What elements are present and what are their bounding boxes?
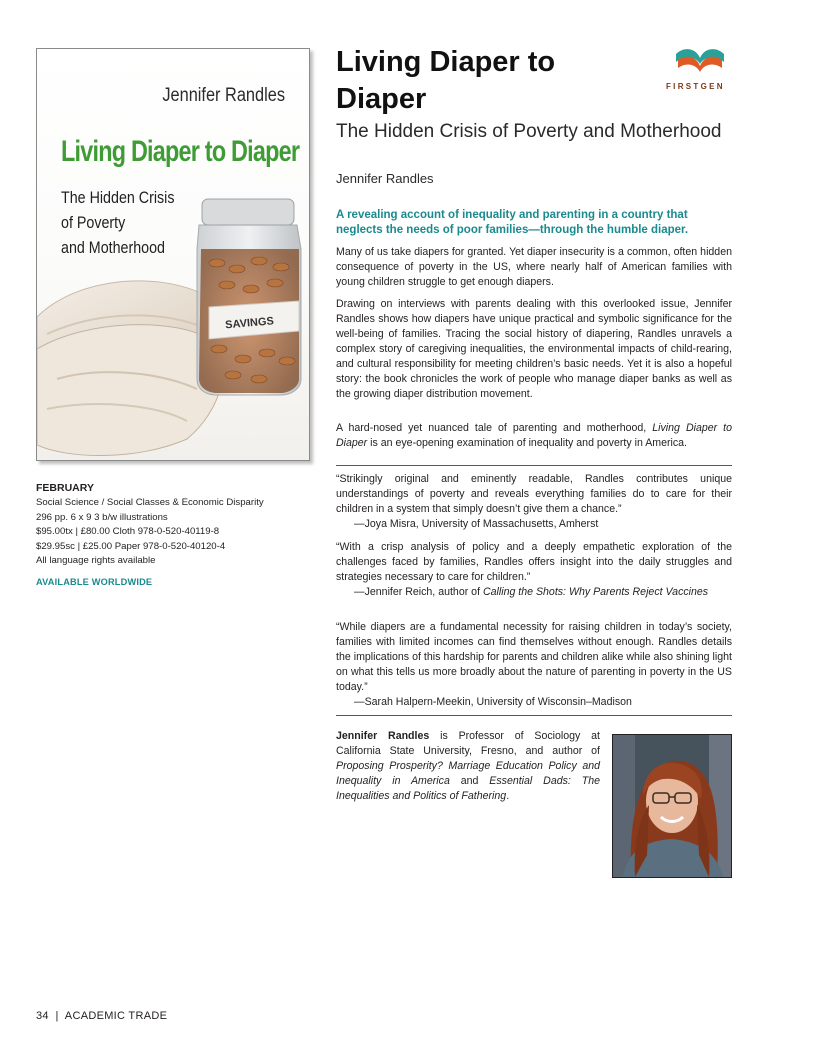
- author-portrait-illustration: [613, 735, 731, 877]
- cloth-price: $95.00tx | £80.00 Cloth 978-0-520-40119-8: [36, 526, 220, 537]
- cover-author: Jennifer Randles: [162, 85, 285, 106]
- availability: AVAILABLE WORLDWIDE: [36, 576, 153, 587]
- review-quote: [336, 540, 732, 600]
- book-title: Living Diaper to Diaper: [336, 46, 556, 115]
- description-paragraph: Drawing on interviews with parents dealing with this overlooked issue, Jennifer Randles shows how diapers have unique practical and symbolic significance for the well-being of families. Tracing the social history of diapering, Randles unravels a complex story of caregiving inequalities, the environmental impacts of child-rearing, and cultural responsibility for meeting children’s basic needs. Yet it is also a hopeful story: the book chronicles the work of people who manage diaper banks as well as the growing diaper distribution movement.: [336, 298, 732, 400]
- bio-text: and: [449, 775, 490, 787]
- review-quote: [336, 472, 732, 532]
- attribution-text: —Jennifer Reich, author of: [354, 586, 483, 598]
- quote-text: “Strikingly original and eminently readable, Randles contributes unique understandings of poverty and reveals everything families do to care for their children in a system that simply doesn’t give them a chance.”: [336, 473, 732, 515]
- author-bio: [336, 729, 600, 804]
- review-quote: [336, 620, 732, 710]
- description-paragraph: [336, 421, 732, 451]
- bio-text: .: [506, 790, 510, 802]
- cover-subtitle-line: of Poverty: [61, 213, 126, 232]
- book-author: Jennifer Randles: [336, 171, 434, 186]
- quote-text: “With a crisp analysis of policy and a deeply empathetic exploration of the challenges faced by families, Randles offers insight into the daily struggles and strategies necessary to care for children.”: [336, 541, 732, 583]
- quote-text: “While diapers are a fundamental necessity for raising children in today’s society, families with limited incomes can find themselves without enough. Randles details the implications of this hardship for parents and children alike while also shining light on what this tells us more broadly about the nature of parenting in poverty in the US today.”: [336, 621, 732, 693]
- divider: [336, 715, 732, 716]
- logo-text: FIRSTGEN: [666, 82, 725, 91]
- publication-details: [36, 481, 316, 587]
- diaper-stack: [37, 281, 223, 456]
- jar-label: SAVINGS: [224, 315, 275, 332]
- description-paragraph: Many of us take diapers for granted. Yet diaper insecurity is a common, often hidden consequence of poverty in the US, where nearly half of American families with young children struggle to get enough diapers.: [336, 246, 732, 288]
- firstgen-logo: [664, 44, 736, 92]
- quote-attribution: [336, 585, 732, 600]
- paragraph-text: is an eye-opening examination of inequality and poverty in America.: [367, 437, 687, 449]
- quote-attribution: —Sarah Halpern-Meekin, University of Wisconsin–Madison: [354, 696, 632, 708]
- savings-jar: [197, 199, 301, 395]
- bio-text: is Professor of Sociology at California State University, Fresno, and author of: [336, 730, 600, 757]
- author-photo: [612, 734, 732, 878]
- bio-book-title: Essential Dads: The Inequalities and Politics of Fathering: [336, 775, 600, 802]
- lead-paragraph: A revealing account of inequality and parenting in a country that neglects the needs of poor families—through the humble diaper.: [336, 209, 689, 236]
- specs: 296 pp. 6 x 9 3 b/w illustrations: [36, 511, 168, 523]
- quote-attribution: —Joya Misra, University of Massachusetts, Amherst: [354, 518, 599, 530]
- book-subtitle: The Hidden Crisis of Poverty and Motherhood: [336, 121, 722, 142]
- open-book-icon: [664, 44, 736, 78]
- cover-subtitle-line: The Hidden Crisis: [61, 188, 175, 207]
- page-footer: 34 | ACADEMIC TRADE: [36, 1010, 168, 1022]
- cover-title: Living Diaper to Diaper: [61, 135, 300, 168]
- divider: [336, 465, 732, 466]
- cover-subtitle-line: and Motherhood: [61, 238, 166, 257]
- paragraph-text: A hard-nosed yet nuanced tale of parenting and motherhood,: [336, 422, 653, 434]
- season-label: FEBRUARY: [36, 482, 94, 494]
- cover-illustration: [37, 49, 310, 461]
- rights: All language rights available: [36, 555, 156, 566]
- category: Social Science / Social Classes & Economic Disparity: [36, 497, 264, 508]
- attribution-book-title: Calling the Shots: Why Parents Reject Vaccines: [482, 586, 709, 598]
- bio-name: Jennifer Randles: [336, 730, 430, 742]
- book-title-italic: Living Diaper to Diaper: [336, 422, 733, 449]
- paper-price: $29.95sc | £25.00 Paper 978-0-520-40120-4: [36, 540, 226, 552]
- book-cover: [36, 48, 310, 461]
- bio-book-title: Proposing Prosperity? Marriage Education Policy and Inequality in America: [336, 760, 600, 787]
